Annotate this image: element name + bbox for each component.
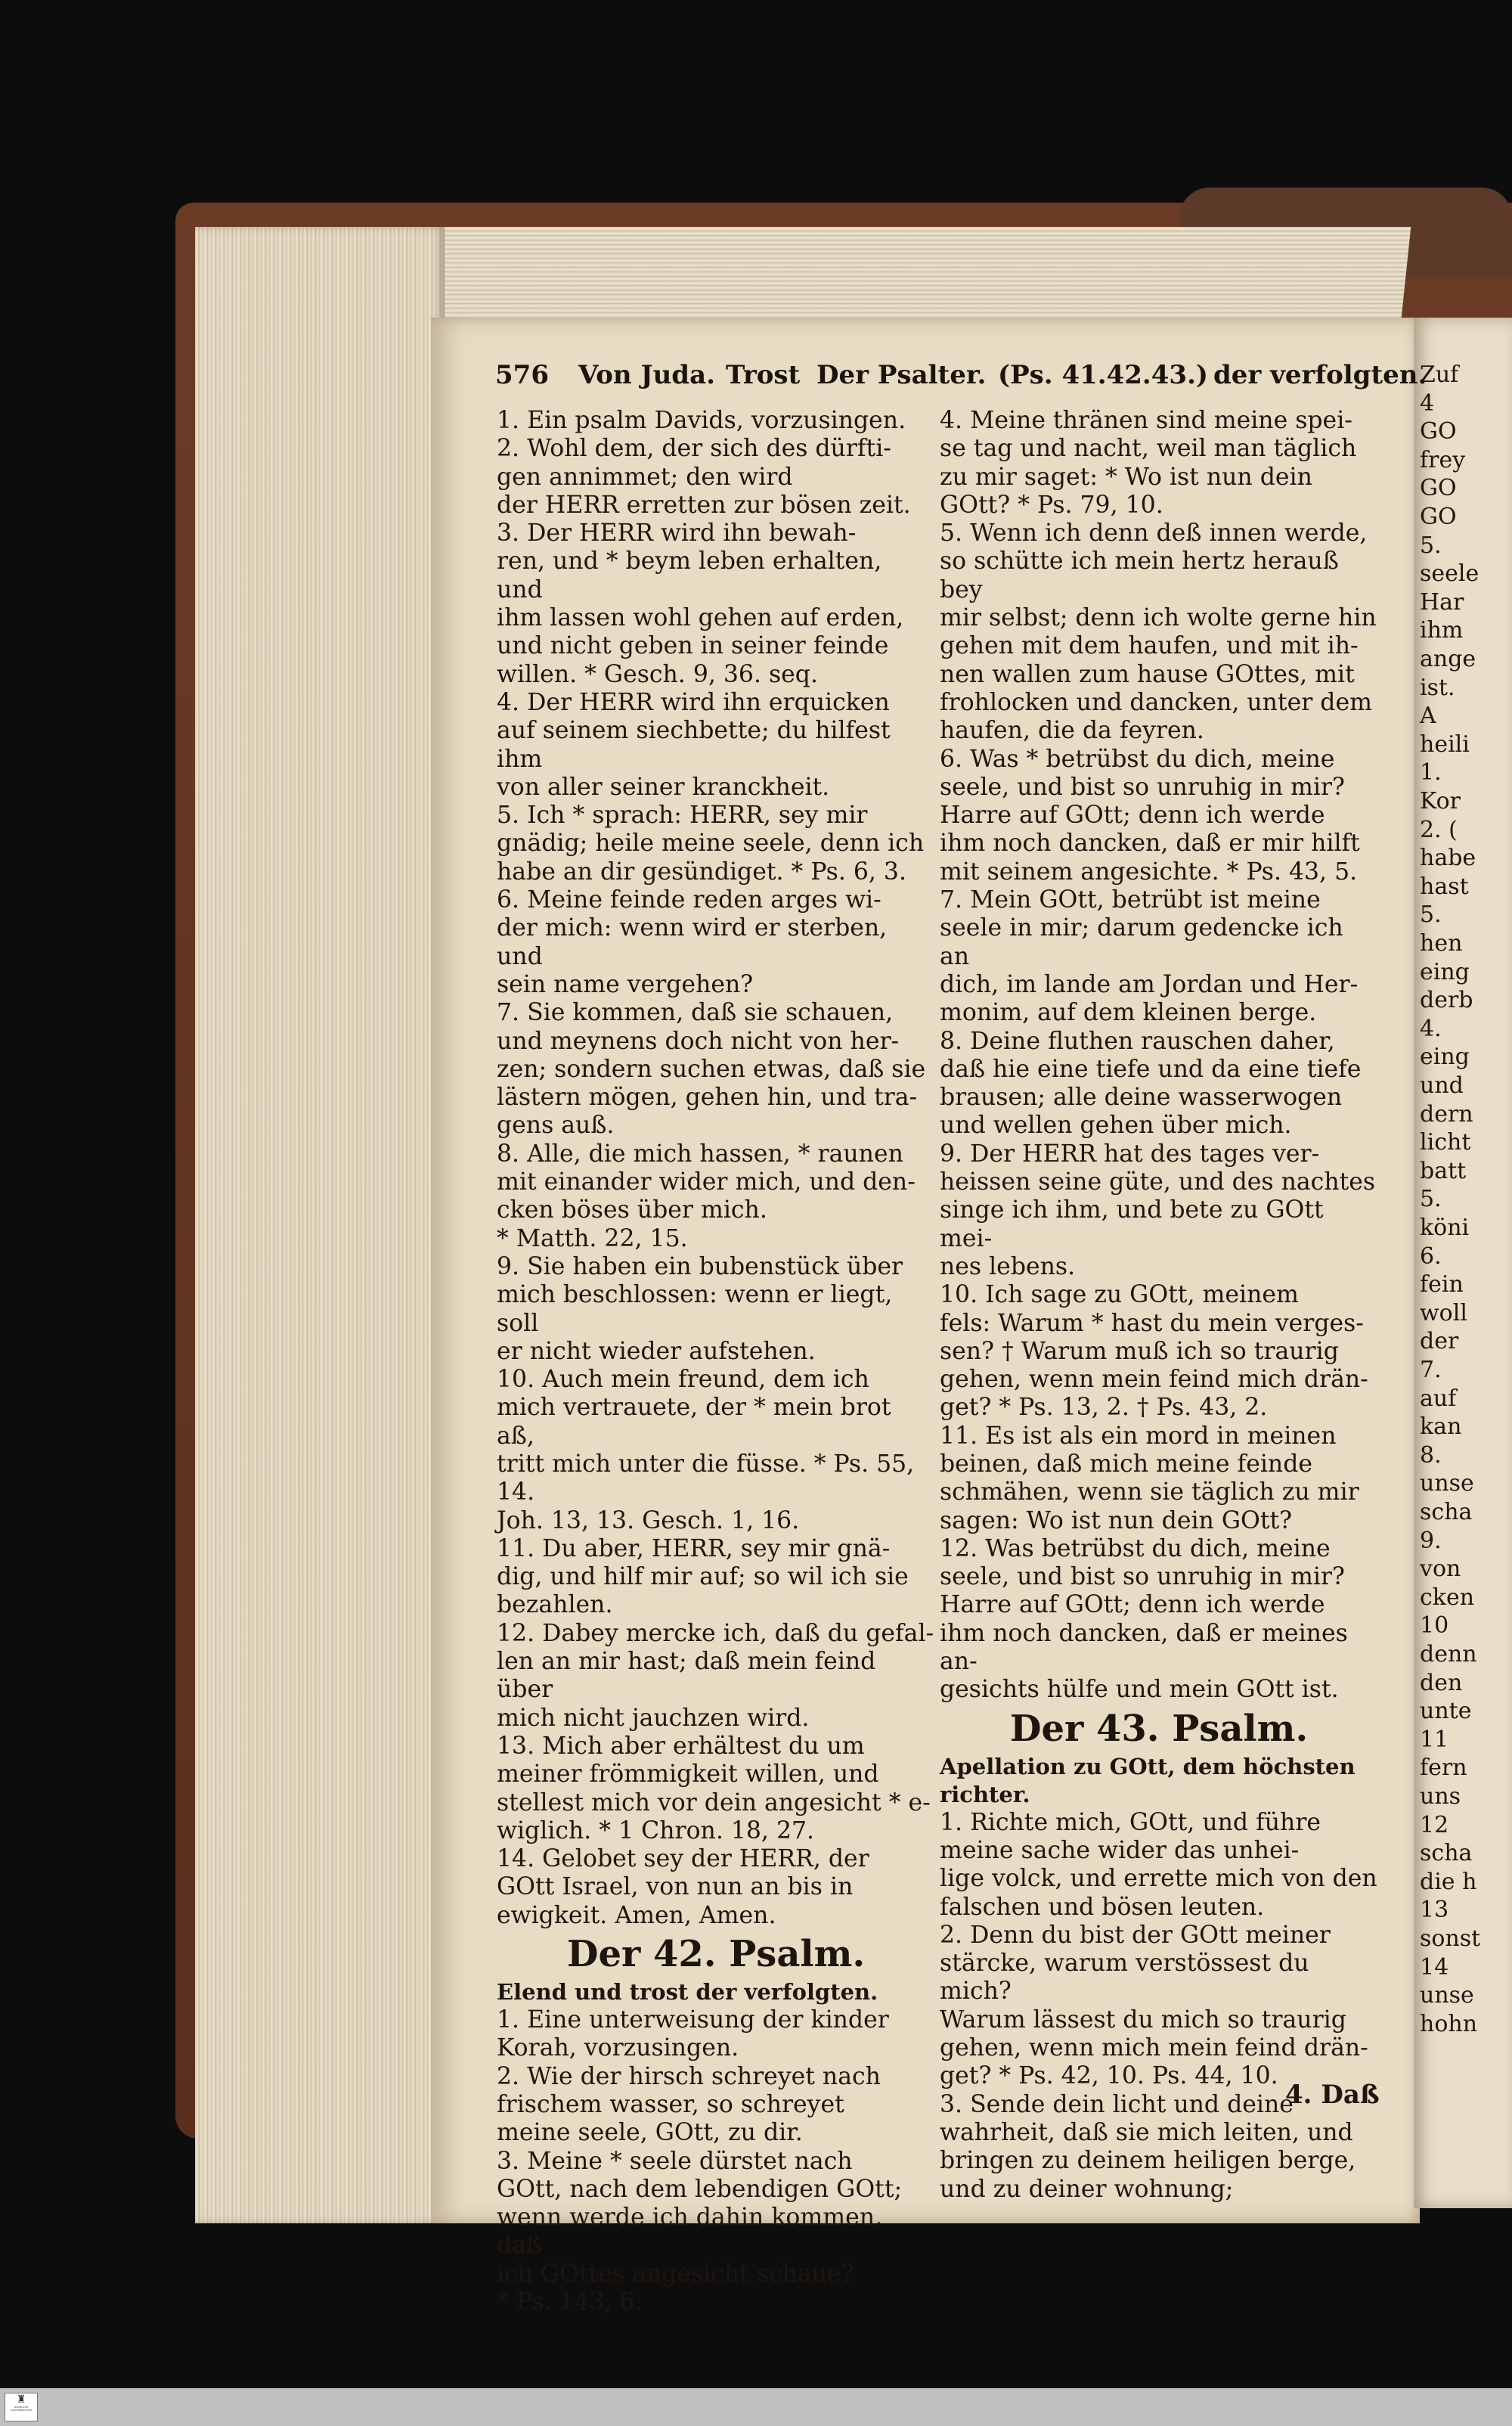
psalm-42-heading: Der 42. Psalm. (566, 1933, 866, 1976)
catchword: 4. Daß (1285, 2080, 1380, 2110)
facing-page-fragment: der (1420, 1328, 1459, 1355)
verse-line: 7. Mein GOtt, betrübt ist meine (940, 886, 1321, 914)
facing-page-fragment: GO (1420, 504, 1457, 530)
facing-page-fragment: die h (1420, 1868, 1477, 1895)
facing-page-fragment: 2. ( (1420, 816, 1458, 843)
facing-page-fragment: GO (1420, 475, 1457, 502)
verse-line: gnädig; heile meine seele, denn ich (497, 830, 925, 858)
facing-page-fragment: 8. (1420, 1441, 1442, 1469)
facing-page-fragment: köni (1420, 1215, 1470, 1241)
facing-page-fragment: licht (1420, 1129, 1471, 1156)
page-number: 576 (495, 360, 549, 390)
verse-line: GOtt? * Ps. 79, 10. (940, 491, 1163, 519)
verse-line: haufen, die da feyren. (940, 717, 1204, 745)
verse-line: seele, und bist so unruhig in mir? (940, 773, 1345, 801)
verse-line: 7. Sie kommen, daß sie schauen, (497, 999, 894, 1027)
verse-line: von aller seiner kranckheit. (497, 773, 830, 801)
library-logo-text: BAYERISCHE STAATSBIBLIOTHEK (10, 2406, 33, 2412)
facing-page-fragment: seele (1420, 560, 1479, 588)
verse-line: 5. Wenn ich denn deß innen werde, (940, 520, 1368, 548)
verse-line: dich, im lande am Jordan und Her- (940, 970, 1359, 998)
verse-line: stellest mich vor dein angesicht * e- (497, 1788, 931, 1816)
verse-line: monim, auf dem kleinen berge. (940, 999, 1317, 1027)
crest-icon: ♜ (16, 2393, 26, 2406)
facing-page-fragment: ange (1420, 646, 1476, 672)
verse-line: zen; sondern suchen etwas, daß sie (497, 1055, 926, 1083)
facing-page-fragment: und (1420, 1072, 1464, 1099)
verse-line: fels: Warum * hast du mein verges- (940, 1309, 1364, 1337)
psalm-43-verses (940, 1809, 1378, 2204)
psalm-42-summary: Elend und trost der verfolgten. (497, 1979, 878, 2006)
verse-line: gesichts hülfe und mein GOtt ist. (940, 1676, 1339, 1704)
verse-line: frohlocken und dancken, unter dem (940, 688, 1372, 716)
verse-line: 11. Du aber, HERR, sey mir gnä- (497, 1534, 891, 1562)
left-column (497, 407, 935, 2316)
header-book-title: Der Psalter. (816, 360, 987, 390)
facing-page-fragment: sonst (1420, 1925, 1481, 1952)
verse-line: len an mir hast; daß mein feind über (497, 1648, 876, 1704)
verse-line: 2. Wohl dem, der sich des dürfti- (497, 435, 891, 463)
verse-line: und wellen gehen über mich. (940, 1112, 1292, 1140)
facing-page-fragment: ihm (1420, 617, 1464, 644)
facing-page-fragment: scha (1420, 1499, 1473, 1525)
psalm-43-heading: Der 43. Psalm. (1009, 1707, 1309, 1750)
verse-line: ewigkeit. Amen, Amen. (497, 1901, 776, 1929)
verse-line: lige volck, und errette mich von den (940, 1865, 1377, 1893)
facing-page-fragment: GO (1420, 418, 1457, 445)
verse-line: Korah, vorzusingen. (497, 2034, 739, 2062)
verse-line: 2. Wie der hirsch schreyet nach (497, 2062, 881, 2090)
verse-line: und zu deiner wohnung; (940, 2175, 1234, 2203)
facing-page-fragment: woll (1420, 1299, 1467, 1326)
verse-line: mit einander wider mich, und den- (497, 1168, 916, 1196)
facing-page-fragment: 10 (1420, 1612, 1449, 1640)
verse-line: 9. Der HERR hat des tages ver- (940, 1140, 1320, 1168)
facing-page-fragment: Kor (1420, 788, 1461, 814)
verse-line: 3. Meine * seele dürstet nach (497, 2147, 853, 2175)
verse-line: er nicht wieder aufstehen. (497, 1337, 816, 1365)
verse-line: seele in mir; darum gedencke ich an (940, 914, 1343, 970)
verse-line: 5. Ich * sprach: HERR, sey mir (497, 802, 868, 830)
verse-line: der HERR erretten zur bösen zeit. (497, 491, 911, 519)
right-verses (940, 407, 1378, 1705)
facing-page-fragment: A (1420, 703, 1436, 730)
facing-page (1414, 318, 1512, 2208)
verse-line: habe an dir gesündiget. * Ps. 6, 3. (497, 858, 906, 886)
header-center-title: Trost (726, 360, 801, 390)
verse-line: dig, und hilf mir auf; so wil ich sie (497, 1563, 909, 1591)
facing-page-fragment: hen (1420, 930, 1463, 957)
verse-line: 8. Deine fluthen rauschen daher, (940, 1027, 1335, 1055)
verse-line: 8. Alle, die mich hassen, * raunen (497, 1140, 903, 1168)
verse-line: und nicht geben in seiner feinde (497, 632, 889, 660)
verse-line: gen annimmet; den wird (497, 463, 793, 491)
page-block-side (195, 227, 445, 2223)
verse-line: brausen; alle deine wasserwogen (940, 1084, 1343, 1112)
viewer-bottom-bar (0, 2388, 1512, 2426)
facing-page-fragment: unte (1420, 1698, 1472, 1725)
facing-page-fragment: 6. (1420, 1242, 1442, 1270)
verse-line: Harre auf GOtt; denn ich werde (940, 802, 1325, 830)
verse-line: 1. Ein psalm Davids, vorzusingen. (497, 407, 906, 434)
summary-line: Apellation zu GOtt, dem höchsten (940, 1753, 1356, 1779)
verse-line: schmähen, wenn sie täglich zu mir (940, 1478, 1359, 1506)
facing-page-fragment: dern (1420, 1100, 1473, 1128)
facing-page-fragment: 11 (1420, 1726, 1449, 1753)
verse-line: Harre auf GOtt; denn ich werde (940, 1591, 1325, 1619)
verse-line: 2. Denn du bist der GOtt meiner (940, 1921, 1331, 1949)
verse-line: lästern mögen, gehen hin, und tra- (497, 1084, 918, 1112)
verse-line: 4. Der HERR wird ihn erquicken (497, 688, 890, 716)
psalm-42-verses (497, 2006, 935, 2316)
verse-line: der mich: wenn wird er sterben, und (497, 914, 888, 970)
facing-page-fragment: Zuf (1420, 361, 1459, 388)
facing-page-fragment: fein (1420, 1271, 1464, 1298)
right-column (940, 407, 1378, 2204)
verse-line: tritt mich unter die füsse. * Ps. 55, 14. (497, 1450, 915, 1506)
library-logo (5, 2393, 38, 2421)
verse-line: ihm noch dancken, daß er meines an- (940, 1619, 1348, 1676)
verse-line: 1. Eine unterweisung der kinder (497, 2006, 889, 2034)
verse-line: und meynens doch nicht von her- (497, 1027, 900, 1055)
verse-line: mit seinem angesichte. * Ps. 43, 5. (940, 858, 1358, 886)
verse-line: 3. Sende dein licht und deine (940, 2090, 1294, 2118)
facing-page-fragment: den (1420, 1669, 1463, 1696)
facing-page-fragment: 5. (1420, 901, 1442, 929)
facing-page-fragment: 14 (1420, 1953, 1449, 1981)
psalm-43-summary (940, 1753, 1378, 1809)
verse-line: meine sache wider das unhei- (940, 1836, 1300, 1864)
running-head (495, 360, 1427, 398)
verse-line: sein name vergehen? (497, 970, 754, 998)
facing-page-fragment: unse (1420, 1982, 1474, 2009)
facing-page-fragment: heili (1420, 731, 1470, 758)
verse-line: so schütte ich mein hertz herauß bey (940, 548, 1339, 603)
facing-page-fragment: frey (1420, 446, 1466, 473)
facing-page-fragment: eing (1420, 958, 1470, 985)
verse-line: 6. Was * betrübst du dich, meine (940, 745, 1335, 773)
facing-page-fragment: cken (1420, 1584, 1475, 1611)
verse-line: gehen, wenn mein feind mich drän- (940, 1366, 1368, 1394)
verse-line: frischem wasser, so schreyet (497, 2090, 844, 2118)
facing-page-fragment: auf (1420, 1385, 1457, 1412)
verse-line: Joh. 13, 13. Gesch. 1, 16. (497, 1506, 800, 1534)
verse-line: wahrheit, daß sie mich leiten, und (940, 2118, 1353, 2146)
verse-line: 10. Ich sage zu GOtt, meinem (940, 1281, 1299, 1309)
verse-line: 11. Es ist als ein mord in meinen (940, 1422, 1337, 1450)
verse-line: 10. Auch mein freund, dem ich (497, 1366, 869, 1394)
facing-page-fragment: 5. (1420, 1186, 1442, 1213)
verse-line: seele, und bist so unruhig in mir? (940, 1563, 1345, 1591)
verse-line: singe ich ihm, und bete zu GOtt mei- (940, 1196, 1324, 1252)
verse-line: ihm noch dancken, daß er mir hilft (940, 830, 1360, 858)
verse-line: ren, und * beym leben erhalten, und (497, 548, 882, 603)
facing-page-fragment: denn (1420, 1641, 1477, 1667)
facing-page-fragment: 13 (1420, 1897, 1449, 1924)
verse-line: falschen und bösen leuten. (940, 1893, 1265, 1921)
verse-line: 3. Der HERR wird ihn bewah- (497, 520, 857, 548)
verse-line: gens auß. (497, 1112, 615, 1140)
facing-page-fragment: unse (1420, 1470, 1474, 1497)
verse-line: auf seinem siechbette; du hilfest ihm (497, 717, 891, 773)
facing-page-fragment: 1. (1420, 759, 1442, 786)
facing-page-fragment: derb (1420, 987, 1473, 1014)
facing-page-fragment: batt (1420, 1157, 1467, 1184)
header-chapter-ref: (Ps. 41.42.43.) (998, 360, 1209, 390)
facing-page-fragment: 4. (1420, 1015, 1442, 1042)
verse-line: GOtt, nach dem lebendigen GOtt; (497, 2175, 903, 2203)
verse-line: ihm lassen wohl gehen auf erden, (497, 604, 904, 632)
verse-line: 13. Mich aber erhältest du um (497, 1732, 865, 1760)
verse-line: mich vertrauete, der * mein brot aß, (497, 1394, 891, 1450)
verse-line: get? * Ps. 13, 2. † Ps. 43, 2. (940, 1394, 1268, 1422)
verse-line: 9. Sie haben ein bubenstück über (497, 1252, 903, 1280)
facing-page-fragment: kan (1420, 1413, 1462, 1441)
facing-page-fragment: ist. (1420, 674, 1455, 701)
verse-line: * Ps. 143, 6. (497, 2288, 643, 2316)
verse-line: get? * Ps. 42, 10. Ps. 44, 10. (940, 2062, 1278, 2090)
facing-page-fragment: 7. (1420, 1357, 1442, 1383)
facing-page-fragment: scha (1420, 1840, 1473, 1867)
verse-line: zu mir saget: * Wo ist nun dein (940, 463, 1312, 491)
verse-line: 6. Meine feinde reden arges wi- (497, 886, 881, 914)
verse-line: bezahlen. (497, 1591, 613, 1619)
verse-line: GOtt Israel, von nun an bis in (497, 1873, 854, 1901)
facing-page-fragment: hast (1420, 873, 1469, 900)
facing-page-fragment: 12 (1420, 1811, 1449, 1838)
verse-line: 4. Meine thränen sind meine spei- (940, 407, 1352, 434)
verse-line: willen. * Gesch. 9, 36. seq. (497, 660, 818, 688)
verse-line: bringen zu deinem heiligen berge, (940, 2147, 1356, 2175)
verse-line: nes lebens. (940, 1252, 1076, 1280)
verse-line: 1. Richte mich, GOtt, und führe (940, 1808, 1321, 1836)
verse-line: * Matth. 22, 15. (497, 1224, 688, 1252)
verse-line: meine seele, GOtt, zu dir. (497, 2119, 803, 2147)
verse-line: se tag und nacht, weil man täglich (940, 435, 1357, 463)
facing-page-fragment: habe (1420, 845, 1476, 872)
facing-page-fragment: von (1420, 1556, 1461, 1583)
verse-line: cken böses über mich. (497, 1196, 767, 1224)
verse-line: gehen, wenn mich mein feind drän- (940, 2034, 1368, 2062)
left-verses (497, 407, 935, 1930)
facing-page-fragment: fern (1420, 1754, 1467, 1782)
verse-line: mir selbst; denn ich wolte gerne hin (940, 604, 1377, 632)
verse-line: wiglich. * 1 Chron. 18, 27. (497, 1816, 815, 1844)
facing-page-fragment: hohn (1420, 2010, 1478, 2037)
facing-page-fragment: eing (1420, 1044, 1470, 1071)
verse-line: daß hie eine tiefe und da eine tiefe (940, 1055, 1362, 1083)
facing-page-fragment: 5. (1420, 532, 1442, 559)
verse-line: Warum lässest du mich so traurig (940, 2006, 1346, 2034)
facing-page-fragment: 4 (1420, 389, 1435, 417)
verse-line: beinen, daß mich meine feinde (940, 1450, 1313, 1478)
verse-line: gehen mit dem haufen, und mit ih- (940, 632, 1359, 660)
header-left-title: Von Juda. (578, 360, 715, 390)
verse-line: 12. Was betrübst du dich, meine (940, 1534, 1331, 1562)
verse-line: stärcke, warum verstössest du mich? (940, 1950, 1309, 2006)
verse-line: 14. Gelobet sey der HERR, der (497, 1845, 869, 1873)
facing-page-fragment: Har (1420, 588, 1464, 616)
facing-page-fragment: uns (1420, 1783, 1461, 1810)
summary-line: richter. (940, 1781, 1030, 1807)
verse-line: meiner frömmigkeit willen, und (497, 1761, 879, 1788)
verse-line: nen wallen zum hause GOttes, mit (940, 660, 1355, 688)
verse-line: heissen seine güte, und des nachtes (940, 1168, 1376, 1196)
verse-line: sen? † Warum muß ich so traurig (940, 1337, 1339, 1365)
header-right-title: der verfolgten. (1213, 360, 1427, 390)
verse-line: mich beschlossen: wenn er liegt, soll (497, 1281, 893, 1337)
facing-page-fragment: 9. (1420, 1527, 1442, 1554)
verse-line: wenn werde ich dahin kommen, daß (497, 2204, 883, 2260)
verse-line: ich GOttes angesicht schaue? (497, 2260, 854, 2288)
verse-line: 12. Dabey mercke ich, daß du gefal- (497, 1619, 934, 1647)
verse-line: mich nicht jauchzen wird. (497, 1704, 810, 1732)
verse-line: sagen: Wo ist nun dein GOtt? (940, 1506, 1293, 1534)
